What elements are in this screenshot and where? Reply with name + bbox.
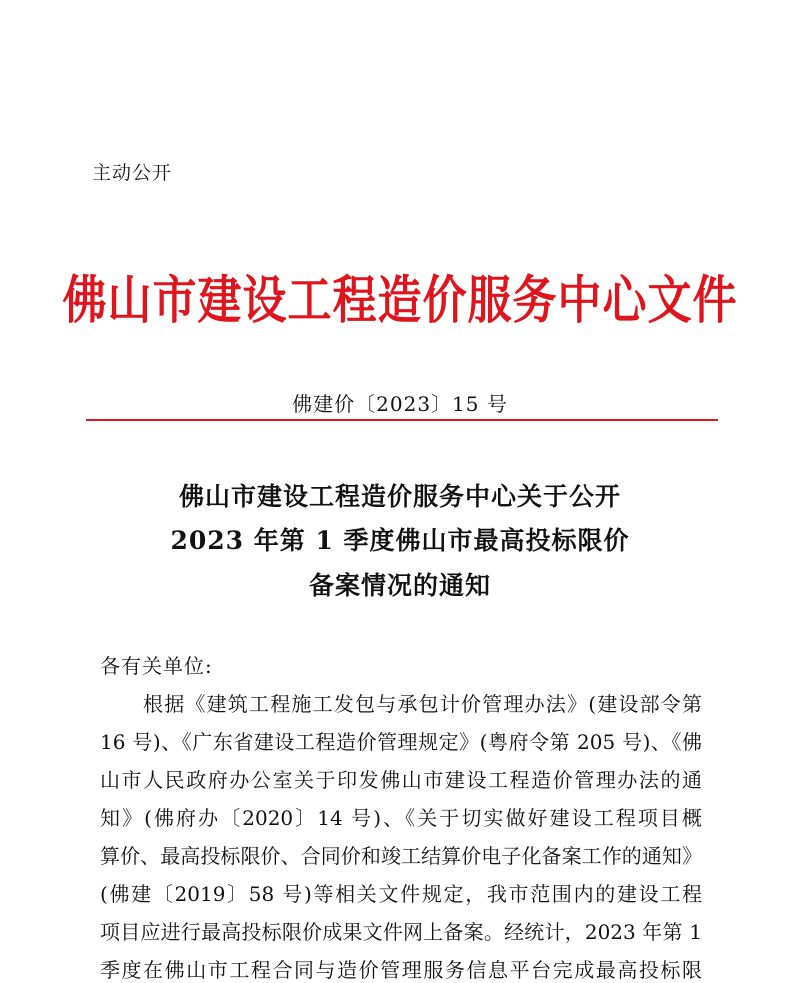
document-number: 佛建价〔2023〕15 号	[292, 392, 508, 416]
salutation: 各有关单位:	[100, 654, 213, 678]
notice-title-line-1: 佛山市建设工程造价服务中心关于公开	[178, 482, 621, 511]
body-text-line: (佛建〔2019〕58 号)等相关文件规定，我市范围内的建设工程	[100, 882, 702, 906]
body-text-line: 知》(佛府办〔2020〕14 号)、《关于切实做好建设工程项目概	[100, 806, 702, 830]
notice-title-line-3: 备案情况的通知	[308, 571, 491, 600]
body-text-line: 根据《建筑工程施工发包与承包计价管理办法》(建设部令第	[143, 692, 702, 716]
issuer-masthead: 佛山市建设工程造价服务中心文件	[62, 270, 738, 332]
disclosure-label: 主动公开	[92, 162, 173, 184]
red-divider-line	[86, 419, 718, 421]
notice-title-line-2: 2023 年第 1 季度佛山市最高投标限价	[170, 526, 630, 555]
body-text-line: 16 号)、《广东省建设工程造价管理规定》(粤府令第 205 号)、《佛	[100, 730, 702, 754]
body-text-line: 算价、最高投标限价、合同价和竣工结算价电子化备案工作的通知》	[100, 844, 702, 868]
body-text-line: 山市人民政府办公室关于印发佛山市建设工程造价管理办法的通	[100, 768, 702, 792]
body-text-line: 季度在佛山市工程合同与造价管理服务信息平台完成最高投标限	[100, 958, 702, 982]
body-text-line: 项目应进行最高投标限价成果文件网上备案。经统计，2023 年第 1	[100, 920, 702, 944]
